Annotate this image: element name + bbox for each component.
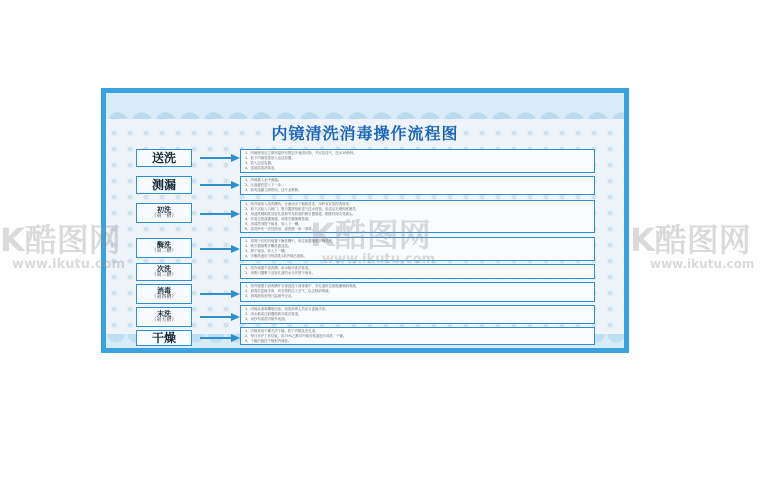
description-line: 1、将内镜置于清洗槽，用水枪冲洗各管道。 bbox=[245, 266, 312, 270]
right-arrow-icon bbox=[200, 154, 240, 162]
watermark-url: www.ikutu.com bbox=[650, 257, 755, 271]
right-arrow-icon bbox=[200, 334, 240, 342]
right-arrow-icon bbox=[200, 210, 240, 218]
step-tank-label: （第一槽） bbox=[151, 213, 177, 220]
watermark-url: www.ikutu.com bbox=[322, 252, 436, 267]
step-description-box bbox=[240, 237, 595, 261]
step-name: 干燥 bbox=[151, 330, 176, 345]
right-arrow-icon bbox=[200, 313, 240, 321]
description-line: 2、取下活检入口阀门、吸引器按钮和送气送水按钮，用清洁毛刷彻底刷洗。 bbox=[245, 207, 360, 211]
step-box-chuxi bbox=[136, 203, 192, 223]
description-line: 2、消毒后更换手套，向各管腔注入空气，以去除消毒液。 bbox=[245, 289, 332, 293]
right-arrow-icon bbox=[200, 245, 240, 253]
step-tank-label: （第四槽） bbox=[151, 294, 177, 301]
watermark-logo: K酷图网 bbox=[310, 216, 431, 254]
step-description-box bbox=[240, 305, 595, 324]
description-line: 5、用清洗剂擦干镜身，转入下一槽。 bbox=[245, 222, 302, 226]
step-name: 送洗 bbox=[151, 150, 176, 165]
step-tank-label: （第三槽） bbox=[151, 272, 177, 279]
step-name: 初洗 bbox=[157, 205, 171, 214]
step-name: 酶洗 bbox=[157, 240, 171, 249]
step-name: 消毒 bbox=[157, 286, 171, 295]
description-line: 1、将内镜放入清洗槽内，在流动水下彻底清洗，用纱布反复擦洗镜身。 bbox=[245, 202, 353, 206]
description-line: 1、内镜插入水中测漏。 bbox=[245, 178, 282, 182]
step-description-box bbox=[240, 327, 595, 345]
board-panel bbox=[106, 93, 624, 348]
step-name: 次洗 bbox=[157, 264, 171, 273]
description-line: 3、如有渗漏立即停用，送专业维修。 bbox=[245, 188, 302, 192]
step-box-moxi bbox=[136, 307, 192, 327]
description-line: 3、用纱布清洗内镜外表面。 bbox=[245, 317, 288, 321]
description-line: 2、无渗漏后进入下一步。 bbox=[245, 183, 285, 187]
watermark-logo: K酷图网 bbox=[630, 221, 751, 259]
description-line: 4、安装全管道灌流器，用吸引器抽吸管道。 bbox=[245, 217, 312, 221]
description-line: 2、吸引器抽吸多酶洗液浸泡。 bbox=[245, 244, 292, 248]
description-line: 3、擦干镜身，转入下一槽。 bbox=[245, 249, 288, 253]
step-box-songxi bbox=[136, 149, 192, 167]
description-line: 1、内镜采用干燥方法干燥，吹干内镜及各孔道。 bbox=[245, 329, 319, 333]
flowchart-board bbox=[101, 88, 629, 353]
step-tank-label: （第二槽） bbox=[151, 248, 177, 255]
step-description-box bbox=[240, 282, 595, 302]
description-line: 3、消毒液浓度每日监测并记录。 bbox=[245, 294, 295, 298]
step-box-meixi bbox=[136, 238, 192, 258]
step-description-box bbox=[240, 176, 595, 195]
description-line: 2、每日诊疗工作结束，用75%乙醇对内镜各管道进行冲洗、干燥。 bbox=[245, 334, 347, 338]
step-name: 测漏 bbox=[151, 177, 176, 192]
right-arrow-icon bbox=[200, 290, 240, 298]
step-box-xiaodu bbox=[136, 284, 192, 304]
description-line: 1、内镜从消毒槽取出前，清洗消毒人员应当更换手套。 bbox=[245, 307, 329, 311]
watermark-logo: K酷图网 bbox=[0, 221, 121, 259]
step-description-box bbox=[240, 149, 595, 173]
description-line: 6、清洗纱布一次性使用，清洗刷一用一消毒。 bbox=[245, 227, 315, 231]
description-line: 2、用吸引器吸干活检孔道的水分并擦干镜身。 bbox=[245, 271, 315, 275]
step-name: 末洗 bbox=[157, 309, 171, 318]
right-arrow-icon bbox=[200, 181, 240, 189]
description-line: 1、内镜使用后立即用湿纱布擦去外表面污物，并反复送气、送水10秒钟。 bbox=[245, 151, 357, 155]
step-box-ganzao bbox=[136, 330, 192, 346]
description-line: 4、送到清洗消毒室。 bbox=[245, 166, 278, 170]
description-line: 2、用水枪或注射器彻底冲洗各管道。 bbox=[245, 312, 302, 316]
step-box-celou bbox=[136, 176, 192, 194]
step-description-box bbox=[240, 264, 595, 279]
page-title: 内镜清洗消毒操作流程图 bbox=[271, 124, 459, 143]
wave-header-decoration bbox=[106, 93, 624, 119]
description-line: 3、干燥后悬挂于镜柜内储存。 bbox=[245, 339, 292, 343]
description-line: 2、取下内镜装备放入运送容器。 bbox=[245, 156, 295, 160]
description-line: 1、将擦干后的内镜置于酶洗槽中，用注射器抽吸多酶洗液。 bbox=[245, 239, 336, 243]
description-line: 1、将内镜置于消毒槽并全部浸没于消毒液中，各孔道用注射器灌满消毒液。 bbox=[245, 284, 360, 288]
description-line: 4、多酶洗液应当每清洗1条内镜后更换。 bbox=[245, 254, 307, 258]
step-tank-label: （第五槽） bbox=[151, 317, 177, 324]
step-description-box bbox=[240, 200, 595, 233]
step-box-cixi bbox=[136, 263, 192, 281]
description-line: 3、用清洗刷刷洗活检孔道和导光软管的吸引器管道，刷洗时两头见刷头。 bbox=[245, 212, 356, 216]
description-line: 3、装入运送容器。 bbox=[245, 161, 275, 165]
watermark-url: www.ikutu.com bbox=[12, 257, 126, 272]
